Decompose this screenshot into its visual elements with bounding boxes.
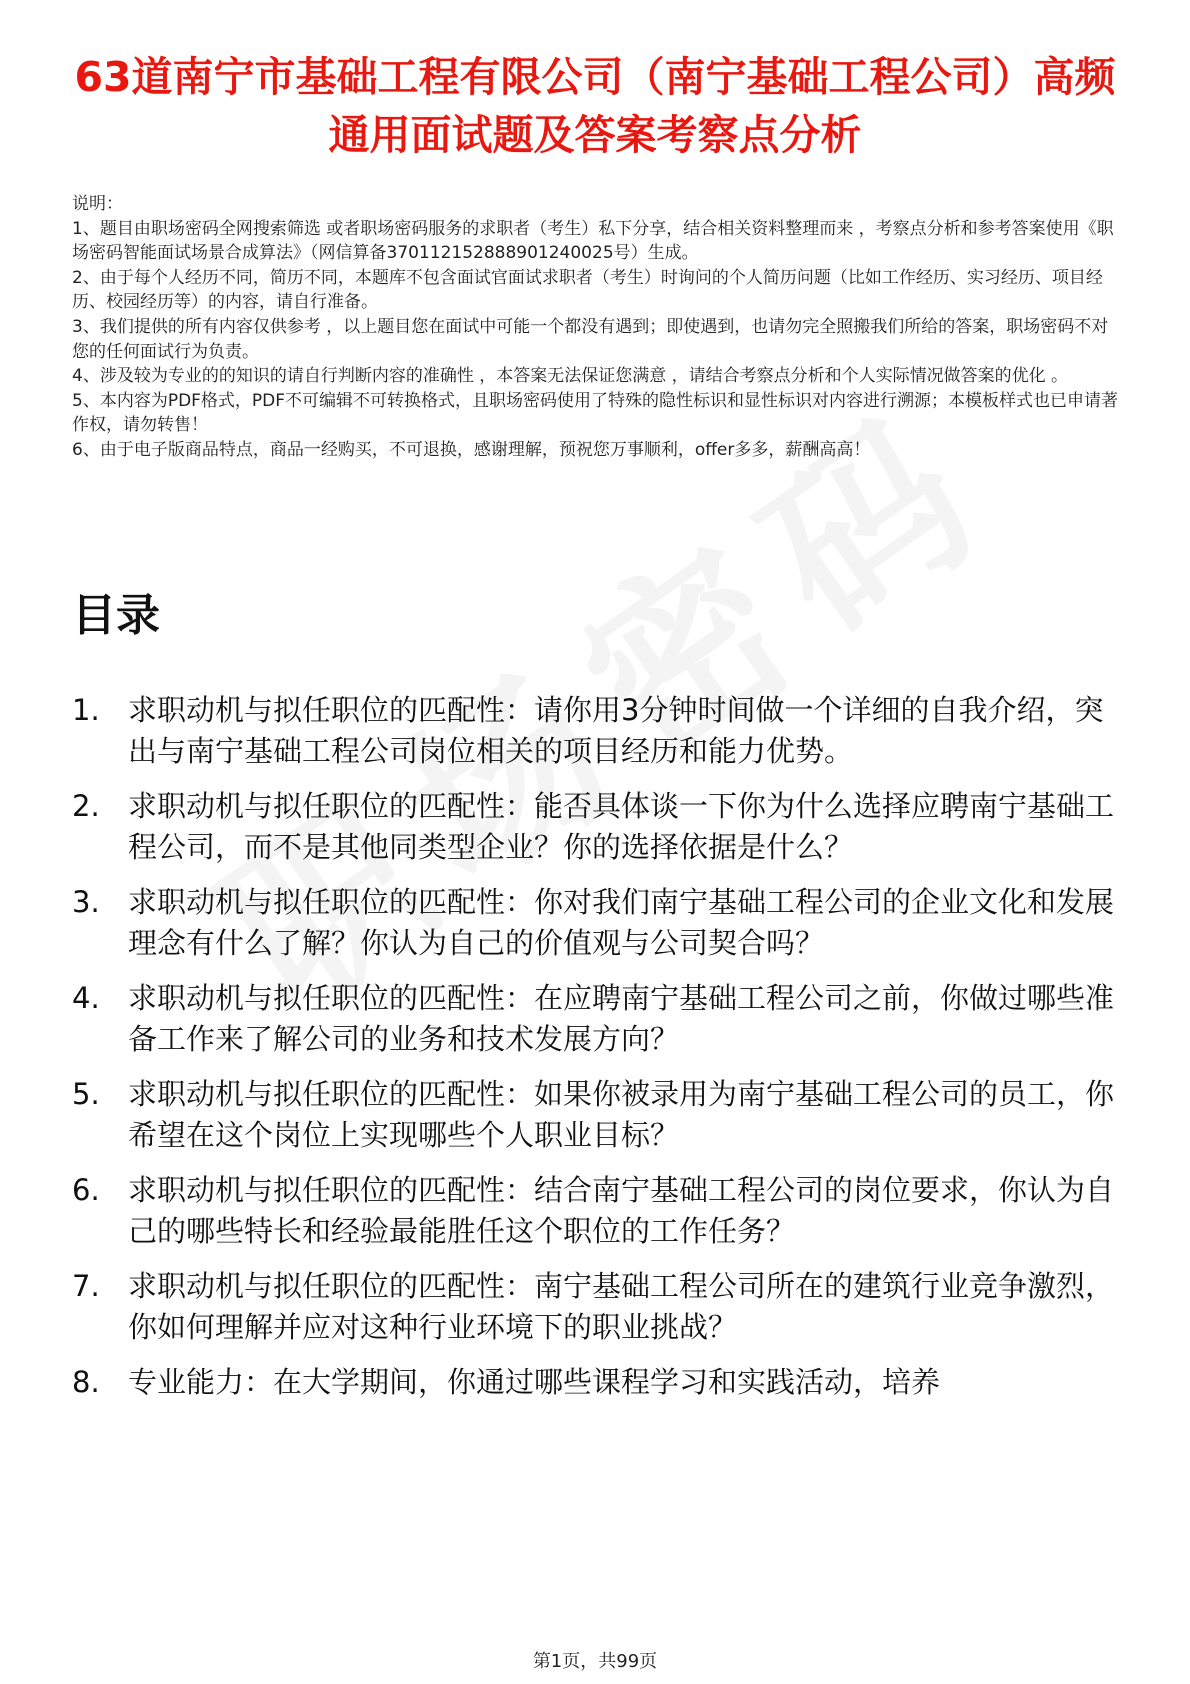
document-title: 63道南宁市基础工程有限公司（南宁基础工程公司）高频通用面试题及答案考察点分析 bbox=[74, 53, 1116, 159]
note-item: 6、由于电子版商品特点，商品一经购买，不可退换，感谢理解，预祝您万事顺利，offer多多，薪酬高高！ bbox=[72, 439, 871, 460]
toc-item-text[interactable]: 求职动机与拟任职位的匹配性：请你用3分钟时间做一个详细的自我介绍，突出与南宁基础工程公司岗位相关的项目经历和能力优势。 bbox=[128, 693, 1104, 768]
toc-item-text[interactable]: 求职动机与拟任职位的匹配性：如果你被录用为南宁基础工程公司的员工，你希望在这个岗位上实现哪些个人职业目标？ bbox=[128, 1077, 1115, 1152]
toc-list bbox=[72, 690, 1132, 1417]
toc-item-text[interactable]: 求职动机与拟任职位的匹配性：南宁基础工程公司所在的建筑行业竞争激烈，你如何理解并应对这种行业环境下的职业挑战？ bbox=[128, 1269, 1115, 1344]
notes-section bbox=[72, 192, 1120, 463]
toc-heading: 目录 bbox=[72, 590, 160, 641]
toc-item-text[interactable]: 专业能力：在大学期间，你通过哪些课程学习和实践活动，培养 bbox=[128, 1365, 941, 1399]
toc-item-number: 7. bbox=[72, 1269, 100, 1303]
toc-item-number: 3. bbox=[72, 885, 100, 919]
toc-item[interactable] bbox=[72, 1266, 1132, 1348]
toc-item[interactable] bbox=[72, 882, 1132, 964]
toc-item[interactable] bbox=[72, 1170, 1132, 1252]
toc-item-number: 1. bbox=[72, 693, 100, 727]
toc-item-text[interactable]: 求职动机与拟任职位的匹配性：你对我们南宁基础工程公司的企业文化和发展理念有什么了解？你认为自己的价值观与公司契合吗？ bbox=[128, 885, 1115, 960]
note-item: 1、题目由职场密码全网搜索筛选 或者职场密码服务的求职者（考生）私下分享，结合相关资料整理而来 ，考察点分析和参考答案使用《职场密码智能面试场景合成算法》（网信算备370112152888901240025号）生成。 bbox=[72, 218, 1114, 264]
note-item: 5、本内容为PDF格式，PDF不可编辑不可转换格式，且职场密码使用了特殊的隐性标识和显性标识对内容进行溯源；本模板样式也已申请著作权，请勿转售！ bbox=[72, 390, 1119, 436]
toc-item[interactable] bbox=[72, 690, 1132, 772]
note-item: 3、我们提供的所有内容仅供参考 ，以上题目您在面试中可能一个都没有遇到；即使遇到，也请勿完全照搬我们所给的答案，职场密码不对您的任何面试行为负责。 bbox=[72, 316, 1109, 362]
note-item: 2、由于每个人经历不同，简历不同，本题库不包含面试官面试求职者（考生）时询问的个人简历问题（比如工作经历、实习经历、项目经历、校园经历等）的内容，请自行准备。 bbox=[72, 267, 1103, 313]
note-item: 4、涉及较为专业的的知识的请自行判断内容的准确性 ，本答案无法保证您满意 ，请结合考察点分析和个人实际情况做答案的优化 。 bbox=[72, 366, 1069, 387]
toc-item[interactable] bbox=[72, 978, 1132, 1060]
page-footer: 第1页，共99页 bbox=[532, 1651, 658, 1672]
toc-item-text[interactable]: 求职动机与拟任职位的匹配性：在应聘南宁基础工程公司之前，你做过哪些准备工作来了解公司的业务和技术发展方向？ bbox=[128, 981, 1115, 1056]
toc-item-text[interactable]: 求职动机与拟任职位的匹配性：能否具体谈一下你为什么选择应聘南宁基础工程公司，而不是其他同类型企业？你的选择依据是什么？ bbox=[128, 789, 1115, 864]
toc-item-number: 5. bbox=[72, 1077, 100, 1111]
toc-item[interactable] bbox=[72, 1074, 1132, 1156]
toc-item-number: 4. bbox=[72, 981, 100, 1015]
notes-heading: 说明： bbox=[72, 194, 123, 214]
toc-item-number: 2. bbox=[72, 789, 100, 823]
toc-item[interactable] bbox=[72, 1362, 1132, 1403]
toc-item-number: 8. bbox=[72, 1365, 100, 1399]
toc-item-number: 6. bbox=[72, 1173, 100, 1207]
toc-item-text[interactable]: 求职动机与拟任职位的匹配性：结合南宁基础工程公司的岗位要求，你认为自己的哪些特长和经验最能胜任这个职位的工作任务？ bbox=[128, 1173, 1115, 1248]
toc-item[interactable] bbox=[72, 786, 1132, 868]
